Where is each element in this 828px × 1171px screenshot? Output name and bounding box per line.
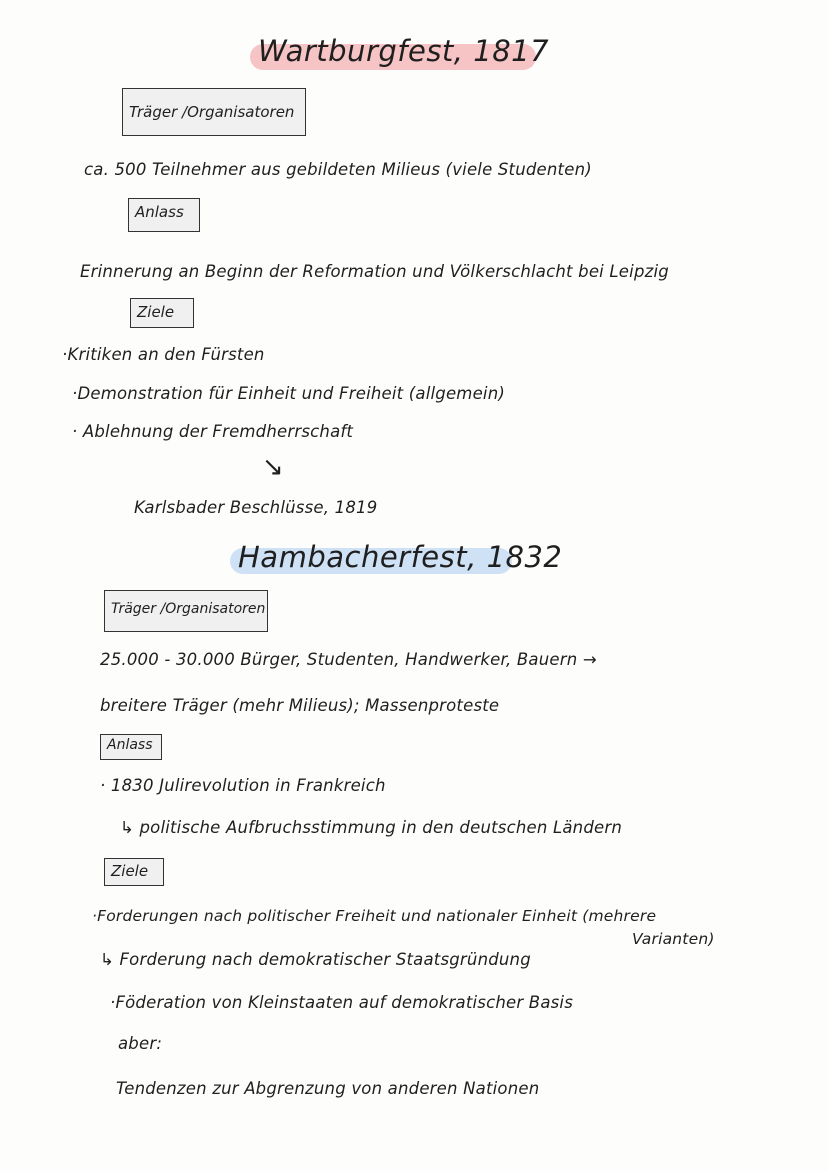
text-ziele-2b: ↳ Forderung nach demokratischer Staatsgründung: [100, 950, 531, 969]
label-box-traeger-1: Träger /Organisatoren: [122, 88, 306, 136]
text-traeger-2a: 25.000 - 30.000 Bürger, Studenten, Handwerker, Bauern →: [100, 650, 597, 669]
title-hambach: Hambacherfest, 1832: [238, 540, 563, 574]
text-anlass-2a: · 1830 Julirevolution in Frankreich: [100, 776, 386, 795]
arrow-down-right-icon: ↘: [262, 452, 284, 482]
title-wartburg: Wartburgfest, 1817: [258, 34, 550, 68]
label-box-ziele-1: Ziele: [130, 298, 194, 328]
text-anlass-1: Erinnerung an Beginn der Reformation und Völkerschlacht bei Leipzig: [80, 262, 669, 281]
ziel-item: ·Kritiken an den Fürsten: [62, 345, 265, 364]
text-folge: Karlsbader Beschlüsse, 1819: [134, 498, 378, 517]
text-ziele-2c: ·Föderation von Kleinstaaten auf demokratischer Basis: [110, 993, 574, 1012]
label-box-anlass-1: Anlass: [128, 198, 200, 232]
text-aber: aber:: [118, 1034, 163, 1053]
text-anlass-2b: ↳ politische Aufbruchsstimmung in den deutschen Ländern: [120, 818, 622, 837]
ziel-item: · Ablehnung der Fremdherrschaft: [72, 422, 354, 441]
text-ziele-2a: ·Forderungen nach politischer Freiheit und nationaler Einheit (mehrere: [92, 907, 657, 925]
label-box-ziele-2: Ziele: [104, 858, 164, 886]
text-ziele-2a-cont: Varianten): [632, 930, 715, 948]
label-box-anlass-2: Anlass: [100, 734, 162, 760]
text-traeger-1: ca. 500 Teilnehmer aus gebildeten Milieus (viele Studenten): [84, 160, 592, 179]
text-traeger-2b: breitere Träger (mehr Milieus); Massenproteste: [100, 696, 500, 715]
label-box-traeger-2: Träger /Organisatoren: [104, 590, 268, 632]
ziel-item: ·Demonstration für Einheit und Freiheit (allgemein): [72, 384, 506, 403]
text-tendenz: Tendenzen zur Abgrenzung von anderen Nationen: [116, 1079, 540, 1098]
